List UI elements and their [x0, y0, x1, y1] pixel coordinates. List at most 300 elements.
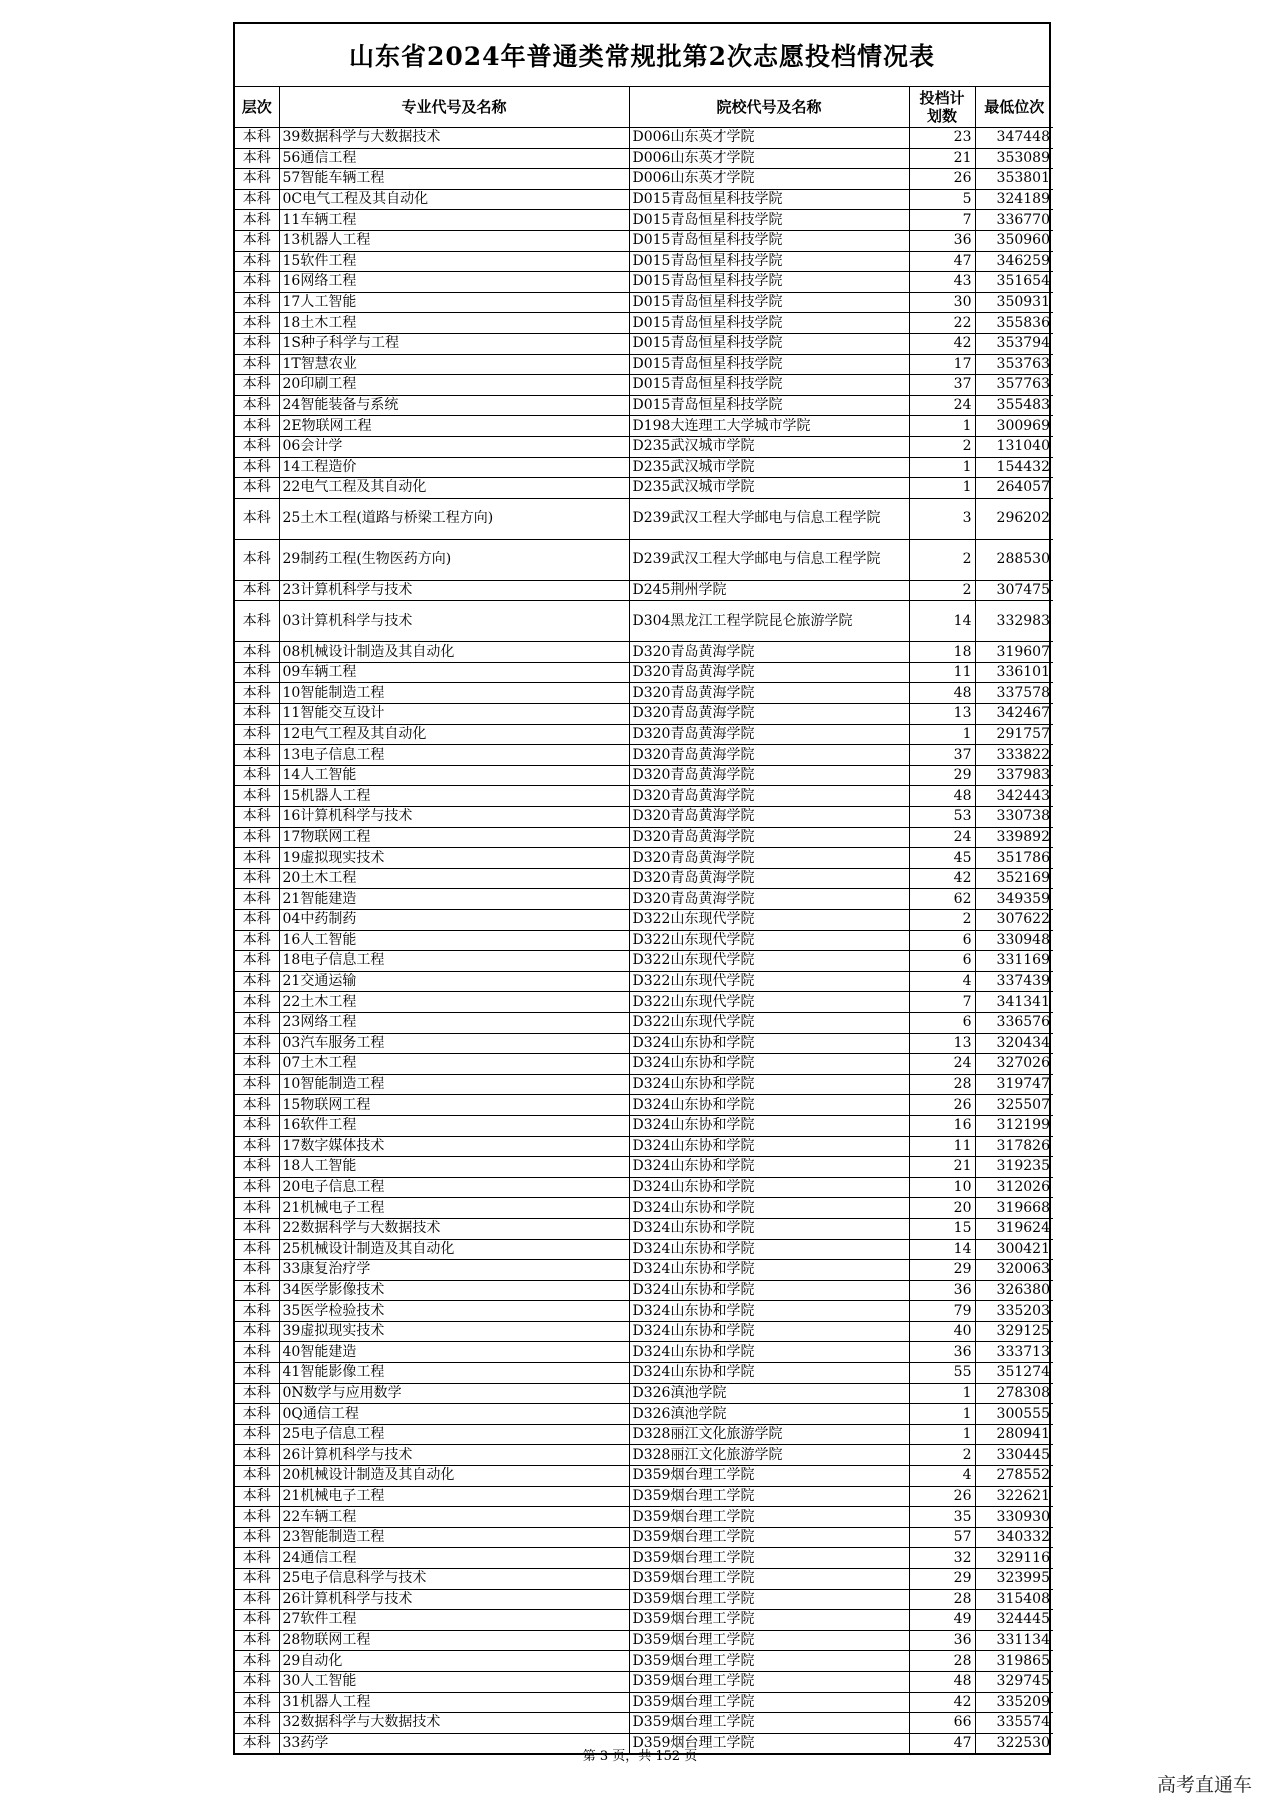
cell-school: D320青岛黄海学院: [629, 724, 909, 745]
table-row: [235, 416, 1053, 437]
cell-min-rank: 350960: [975, 230, 1053, 251]
cell-plan-count: 48: [909, 683, 975, 704]
table-row: [235, 1239, 1053, 1260]
cell-level: 本科: [235, 868, 279, 889]
cell-level: 本科: [235, 1486, 279, 1507]
cell-major: 15软件工程: [279, 251, 629, 272]
cell-min-rank: 347448: [975, 128, 1053, 149]
cell-major: 23网络工程: [279, 1012, 629, 1033]
cell-school: D324山东协和学院: [629, 1321, 909, 1342]
cell-level: 本科: [235, 292, 279, 313]
cell-school: D322山东现代学院: [629, 930, 909, 951]
cell-min-rank: 335574: [975, 1713, 1053, 1734]
cell-school: D322山东现代学院: [629, 992, 909, 1013]
cell-school: D324山东协和学院: [629, 1157, 909, 1178]
cell-plan-count: 1: [909, 1424, 975, 1445]
cell-school: D359烟台理工学院: [629, 1548, 909, 1569]
cell-min-rank: 337983: [975, 765, 1053, 786]
cell-plan-count: 7: [909, 210, 975, 231]
cell-min-rank: 333713: [975, 1342, 1053, 1363]
cell-major: 09车辆工程: [279, 662, 629, 683]
cell-level: 本科: [235, 1177, 279, 1198]
cell-school: D324山东协和学院: [629, 1115, 909, 1136]
cell-level: 本科: [235, 1651, 279, 1672]
cell-major: 21智能建造: [279, 889, 629, 910]
cell-plan-count: 29: [909, 1260, 975, 1281]
cell-major: 17数字媒体技术: [279, 1136, 629, 1157]
cell-plan-count: 28: [909, 1651, 975, 1672]
cell-plan-count: 36: [909, 1630, 975, 1651]
cell-major: 16人工智能: [279, 930, 629, 951]
cell-level: 本科: [235, 148, 279, 169]
cell-level: 本科: [235, 930, 279, 951]
cell-school: D359烟台理工学院: [629, 1671, 909, 1692]
table-row: [235, 1157, 1053, 1178]
page-number: 第 3 页，共 152 页: [582, 1749, 698, 1764]
cell-school: D324山东协和学院: [629, 1218, 909, 1239]
cell-level: 本科: [235, 1445, 279, 1466]
cell-plan-count: 13: [909, 704, 975, 725]
cell-major: 16软件工程: [279, 1115, 629, 1136]
cell-min-rank: 288530: [975, 539, 1053, 580]
cell-min-rank: 342443: [975, 786, 1053, 807]
cell-plan-count: 29: [909, 765, 975, 786]
cell-min-rank: 322530: [975, 1733, 1053, 1753]
cell-school: D015青岛恒星科技学院: [629, 272, 909, 293]
cell-school: D015青岛恒星科技学院: [629, 189, 909, 210]
cell-major: 22数据科学与大数据技术: [279, 1218, 629, 1239]
cell-min-rank: 335203: [975, 1301, 1053, 1322]
cell-school: D359烟台理工学院: [629, 1507, 909, 1528]
table-row: [235, 1692, 1053, 1713]
cell-level: 本科: [235, 1466, 279, 1487]
cell-school: D235武汉城市学院: [629, 478, 909, 499]
cell-school: D326滇池学院: [629, 1383, 909, 1404]
table-row: [235, 539, 1053, 580]
cell-level: 本科: [235, 951, 279, 972]
cell-major: 28物联网工程: [279, 1630, 629, 1651]
cell-min-rank: 336101: [975, 662, 1053, 683]
table-row: [235, 189, 1053, 210]
table-row: [235, 601, 1053, 642]
cell-min-rank: 353763: [975, 354, 1053, 375]
cell-plan-count: 35: [909, 1507, 975, 1528]
cell-major: 39数据科学与大数据技术: [279, 128, 629, 149]
cell-min-rank: 353801: [975, 169, 1053, 190]
cell-major: 13机器人工程: [279, 230, 629, 251]
cell-school: D324山东协和学院: [629, 1280, 909, 1301]
cell-plan-count: 53: [909, 807, 975, 828]
cell-min-rank: 307622: [975, 910, 1053, 931]
table-row: [235, 436, 1053, 457]
cell-school: D322山东现代学院: [629, 910, 909, 931]
cell-school: D320青岛黄海学院: [629, 868, 909, 889]
cell-level: 本科: [235, 1095, 279, 1116]
cell-school: D324山东协和学院: [629, 1198, 909, 1219]
cell-plan-count: 15: [909, 1218, 975, 1239]
table-row: [235, 1671, 1053, 1692]
cell-school: D359烟台理工学院: [629, 1713, 909, 1734]
cell-plan-count: 6: [909, 930, 975, 951]
cell-school: D239武汉工程大学邮电与信息工程学院: [629, 498, 909, 539]
cell-major: 25机械设计制造及其自动化: [279, 1239, 629, 1260]
cell-min-rank: 357763: [975, 375, 1053, 396]
cell-plan-count: 29: [909, 1569, 975, 1590]
cell-min-rank: 325507: [975, 1095, 1053, 1116]
cell-school: D198大连理工大学城市学院: [629, 416, 909, 437]
cell-level: 本科: [235, 1280, 279, 1301]
cell-level: 本科: [235, 457, 279, 478]
cell-plan-count: 48: [909, 1671, 975, 1692]
cell-min-rank: 329125: [975, 1321, 1053, 1342]
cell-plan-count: 24: [909, 1054, 975, 1075]
cell-major: 34医学影像技术: [279, 1280, 629, 1301]
table-row: [235, 169, 1053, 190]
cell-min-rank: 320063: [975, 1260, 1053, 1281]
cell-level: 本科: [235, 1033, 279, 1054]
cell-level: 本科: [235, 1136, 279, 1157]
cell-min-rank: 319235: [975, 1157, 1053, 1178]
cell-plan-count: 16: [909, 1115, 975, 1136]
cell-plan-count: 45: [909, 848, 975, 869]
table-row: [235, 251, 1053, 272]
cell-plan-count: 47: [909, 251, 975, 272]
table-row: [235, 971, 1053, 992]
cell-min-rank: 312199: [975, 1115, 1053, 1136]
cell-level: 本科: [235, 1713, 279, 1734]
cell-school: D320青岛黄海学院: [629, 765, 909, 786]
cell-min-rank: 336576: [975, 1012, 1053, 1033]
cell-plan-count: 18: [909, 642, 975, 663]
cell-min-rank: 322621: [975, 1486, 1053, 1507]
cell-min-rank: 340332: [975, 1527, 1053, 1548]
table-row: [235, 745, 1053, 766]
cell-level: 本科: [235, 1548, 279, 1569]
cell-school: D328丽江文化旅游学院: [629, 1424, 909, 1445]
cell-major: 20机械设计制造及其自动化: [279, 1466, 629, 1487]
cell-level: 本科: [235, 1054, 279, 1075]
cell-school: D015青岛恒星科技学院: [629, 395, 909, 416]
cell-min-rank: 329116: [975, 1548, 1053, 1569]
cell-min-rank: 154432: [975, 457, 1053, 478]
cell-major: 03汽车服务工程: [279, 1033, 629, 1054]
cell-school: D359烟台理工学院: [629, 1692, 909, 1713]
cell-school: D235武汉城市学院: [629, 436, 909, 457]
cell-min-rank: 353089: [975, 148, 1053, 169]
cell-major: 18人工智能: [279, 1157, 629, 1178]
cell-major: 22土木工程: [279, 992, 629, 1013]
table-row: [235, 210, 1053, 231]
cell-school: D304黑龙江工程学院昆仑旅游学院: [629, 601, 909, 642]
cell-min-rank: 300969: [975, 416, 1053, 437]
table-row: [235, 1610, 1053, 1631]
cell-school: D015青岛恒星科技学院: [629, 354, 909, 375]
cell-major: 06会计学: [279, 436, 629, 457]
cell-plan-count: 6: [909, 1012, 975, 1033]
cell-major: 40智能建造: [279, 1342, 629, 1363]
cell-school: D324山东协和学院: [629, 1054, 909, 1075]
cell-plan-count: 26: [909, 1486, 975, 1507]
cell-min-rank: 324189: [975, 189, 1053, 210]
cell-min-rank: 330738: [975, 807, 1053, 828]
cell-major: 57智能车辆工程: [279, 169, 629, 190]
cell-min-rank: 319747: [975, 1074, 1053, 1095]
cell-min-rank: 346259: [975, 251, 1053, 272]
cell-level: 本科: [235, 1733, 279, 1753]
cell-min-rank: 336770: [975, 210, 1053, 231]
cell-level: 本科: [235, 1115, 279, 1136]
cell-school: D324山东协和学院: [629, 1033, 909, 1054]
cell-major: 11车辆工程: [279, 210, 629, 231]
cell-min-rank: 352169: [975, 868, 1053, 889]
table-header-row: [235, 87, 1053, 128]
table-row: [235, 1260, 1053, 1281]
cell-major: 23智能制造工程: [279, 1527, 629, 1548]
cell-plan-count: 42: [909, 333, 975, 354]
cell-min-rank: 332983: [975, 601, 1053, 642]
cell-school: D235武汉城市学院: [629, 457, 909, 478]
cell-plan-count: 1: [909, 457, 975, 478]
cell-school: D015青岛恒星科技学院: [629, 375, 909, 396]
cell-school: D359烟台理工学院: [629, 1610, 909, 1631]
cell-min-rank: 339892: [975, 827, 1053, 848]
cell-min-rank: 280941: [975, 1424, 1053, 1445]
cell-level: 本科: [235, 601, 279, 642]
table-row: [235, 1301, 1053, 1322]
table-row: [235, 930, 1053, 951]
cell-plan-count: 4: [909, 971, 975, 992]
cell-plan-count: 57: [909, 1527, 975, 1548]
table-row: [235, 704, 1053, 725]
cell-major: 29自动化: [279, 1651, 629, 1672]
cell-plan-count: 14: [909, 601, 975, 642]
cell-level: 本科: [235, 1404, 279, 1425]
cell-school: D359烟台理工学院: [629, 1733, 909, 1753]
cell-major: 03计算机科学与技术: [279, 601, 629, 642]
table-row: [235, 1486, 1053, 1507]
cell-major: 17物联网工程: [279, 827, 629, 848]
table-row: [235, 951, 1053, 972]
cell-plan-count: 30: [909, 292, 975, 313]
cell-min-rank: 330948: [975, 930, 1053, 951]
cell-major: 11智能交互设计: [279, 704, 629, 725]
cell-major: 19虚拟现实技术: [279, 848, 629, 869]
cell-school: D324山东协和学院: [629, 1095, 909, 1116]
cell-plan-count: 21: [909, 1157, 975, 1178]
watermark: 高考直通车: [1156, 1774, 1252, 1796]
cell-level: 本科: [235, 848, 279, 869]
cell-plan-count: 3: [909, 498, 975, 539]
cell-plan-count: 11: [909, 662, 975, 683]
cell-major: 0Q通信工程: [279, 1404, 629, 1425]
cell-min-rank: 353794: [975, 333, 1053, 354]
table-row: [235, 1136, 1053, 1157]
table-body: [235, 128, 1053, 1754]
cell-school: D324山东协和学院: [629, 1260, 909, 1281]
cell-level: 本科: [235, 580, 279, 601]
cell-level: 本科: [235, 683, 279, 704]
table-row: [235, 848, 1053, 869]
cell-level: 本科: [235, 478, 279, 499]
table-row: [235, 786, 1053, 807]
cell-school: D328丽江文化旅游学院: [629, 1445, 909, 1466]
cell-school: D320青岛黄海学院: [629, 642, 909, 663]
cell-plan-count: 28: [909, 1589, 975, 1610]
table-row: [235, 457, 1053, 478]
table-row: [235, 1054, 1053, 1075]
cell-school: D245荆州学院: [629, 580, 909, 601]
cell-min-rank: 333822: [975, 745, 1053, 766]
cell-major: 04中药制药: [279, 910, 629, 931]
cell-plan-count: 2: [909, 580, 975, 601]
cell-major: 29制药工程(生物医药方向): [279, 539, 629, 580]
cell-min-rank: 300555: [975, 1404, 1053, 1425]
cell-min-rank: 351274: [975, 1363, 1053, 1384]
cell-plan-count: 7: [909, 992, 975, 1013]
cell-major: 20土木工程: [279, 868, 629, 889]
cell-major: 25电子信息工程: [279, 1424, 629, 1445]
cell-major: 56通信工程: [279, 148, 629, 169]
cell-min-rank: 315408: [975, 1589, 1053, 1610]
cell-school: D015青岛恒星科技学院: [629, 251, 909, 272]
cell-plan-count: 10: [909, 1177, 975, 1198]
table-row: [235, 128, 1053, 149]
cell-level: 本科: [235, 354, 279, 375]
cell-major: 20电子信息工程: [279, 1177, 629, 1198]
cell-min-rank: 351786: [975, 848, 1053, 869]
cell-school: D322山东现代学院: [629, 1012, 909, 1033]
header-level: 层次: [235, 87, 279, 128]
table-row: [235, 992, 1053, 1013]
cell-plan-count: 1: [909, 416, 975, 437]
cell-min-rank: 319607: [975, 642, 1053, 663]
cell-major: 17人工智能: [279, 292, 629, 313]
table-row: [235, 292, 1053, 313]
cell-major: 35医学检验技术: [279, 1301, 629, 1322]
cell-major: 31机器人工程: [279, 1692, 629, 1713]
cell-school: D324山东协和学院: [629, 1363, 909, 1384]
table-row: [235, 1424, 1053, 1445]
table-row: [235, 1445, 1053, 1466]
cell-school: D359烟台理工学院: [629, 1569, 909, 1590]
cell-level: 本科: [235, 1301, 279, 1322]
cell-level: 本科: [235, 827, 279, 848]
cell-major: 33药学: [279, 1733, 629, 1753]
cell-plan-count: 2: [909, 436, 975, 457]
cell-school: D324山东协和学院: [629, 1342, 909, 1363]
cell-min-rank: 337578: [975, 683, 1053, 704]
header-school: 院校代号及名称: [629, 87, 909, 128]
cell-min-rank: 330445: [975, 1445, 1053, 1466]
cell-school: D322山东现代学院: [629, 951, 909, 972]
cell-min-rank: 324445: [975, 1610, 1053, 1631]
cell-level: 本科: [235, 169, 279, 190]
cell-level: 本科: [235, 1671, 279, 1692]
cell-school: D324山东协和学院: [629, 1301, 909, 1322]
cell-plan-count: 62: [909, 889, 975, 910]
cell-level: 本科: [235, 498, 279, 539]
cell-major: 14工程造价: [279, 457, 629, 478]
cell-min-rank: 278308: [975, 1383, 1053, 1404]
table-row: [235, 1569, 1053, 1590]
cell-major: 16网络工程: [279, 272, 629, 293]
cell-major: 1S种子科学与工程: [279, 333, 629, 354]
cell-level: 本科: [235, 1589, 279, 1610]
cell-min-rank: 331169: [975, 951, 1053, 972]
cell-min-rank: 355836: [975, 313, 1053, 334]
table-row: [235, 827, 1053, 848]
cell-school: D359烟台理工学院: [629, 1527, 909, 1548]
table-row: [235, 313, 1053, 334]
cell-min-rank: 337439: [975, 971, 1053, 992]
table-row: [235, 1177, 1053, 1198]
header-plan-count: 投档计划数: [909, 87, 975, 128]
cell-school: D359烟台理工学院: [629, 1486, 909, 1507]
cell-level: 本科: [235, 1527, 279, 1548]
table-row: [235, 1280, 1053, 1301]
cell-major: 0C电气工程及其自动化: [279, 189, 629, 210]
table-row: [235, 910, 1053, 931]
cell-level: 本科: [235, 375, 279, 396]
cell-plan-count: 2: [909, 1445, 975, 1466]
cell-major: 33康复治疗学: [279, 1260, 629, 1281]
cell-major: 30人工智能: [279, 1671, 629, 1692]
table-row: [235, 230, 1053, 251]
cell-major: 10智能制造工程: [279, 1074, 629, 1095]
cell-major: 22车辆工程: [279, 1507, 629, 1528]
cell-major: 24通信工程: [279, 1548, 629, 1569]
cell-school: D320青岛黄海学院: [629, 827, 909, 848]
cell-level: 本科: [235, 416, 279, 437]
cell-min-rank: 296202: [975, 498, 1053, 539]
table-row: [235, 1095, 1053, 1116]
cell-level: 本科: [235, 1239, 279, 1260]
cell-level: 本科: [235, 1198, 279, 1219]
cell-major: 26计算机科学与技术: [279, 1589, 629, 1610]
cell-min-rank: 335209: [975, 1692, 1053, 1713]
table-row: [235, 478, 1053, 499]
cell-level: 本科: [235, 395, 279, 416]
cell-level: 本科: [235, 333, 279, 354]
cell-level: 本科: [235, 1321, 279, 1342]
header-major: 专业代号及名称: [279, 87, 629, 128]
cell-major: 20印刷工程: [279, 375, 629, 396]
cell-level: 本科: [235, 786, 279, 807]
cell-min-rank: 278552: [975, 1466, 1053, 1487]
cell-plan-count: 24: [909, 395, 975, 416]
cell-plan-count: 2: [909, 910, 975, 931]
page-title: 山东省2024年普通类常规批第2次志愿投档情况表: [235, 24, 1049, 87]
cell-min-rank: 307475: [975, 580, 1053, 601]
cell-major: 22电气工程及其自动化: [279, 478, 629, 499]
cell-major: 21机械电子工程: [279, 1198, 629, 1219]
cell-major: 07土木工程: [279, 1054, 629, 1075]
cell-level: 本科: [235, 313, 279, 334]
cell-school: D320青岛黄海学院: [629, 807, 909, 828]
cell-major: 16计算机科学与技术: [279, 807, 629, 828]
cell-major: 13电子信息工程: [279, 745, 629, 766]
cell-school: D320青岛黄海学院: [629, 848, 909, 869]
cell-school: D320青岛黄海学院: [629, 745, 909, 766]
cell-level: 本科: [235, 1569, 279, 1590]
cell-plan-count: 66: [909, 1713, 975, 1734]
cell-plan-count: 20: [909, 1198, 975, 1219]
table-row: [235, 807, 1053, 828]
cell-school: D320青岛黄海学院: [629, 662, 909, 683]
cell-plan-count: 28: [909, 1074, 975, 1095]
cell-major: 08机械设计制造及其自动化: [279, 642, 629, 663]
cell-major: 27软件工程: [279, 1610, 629, 1631]
